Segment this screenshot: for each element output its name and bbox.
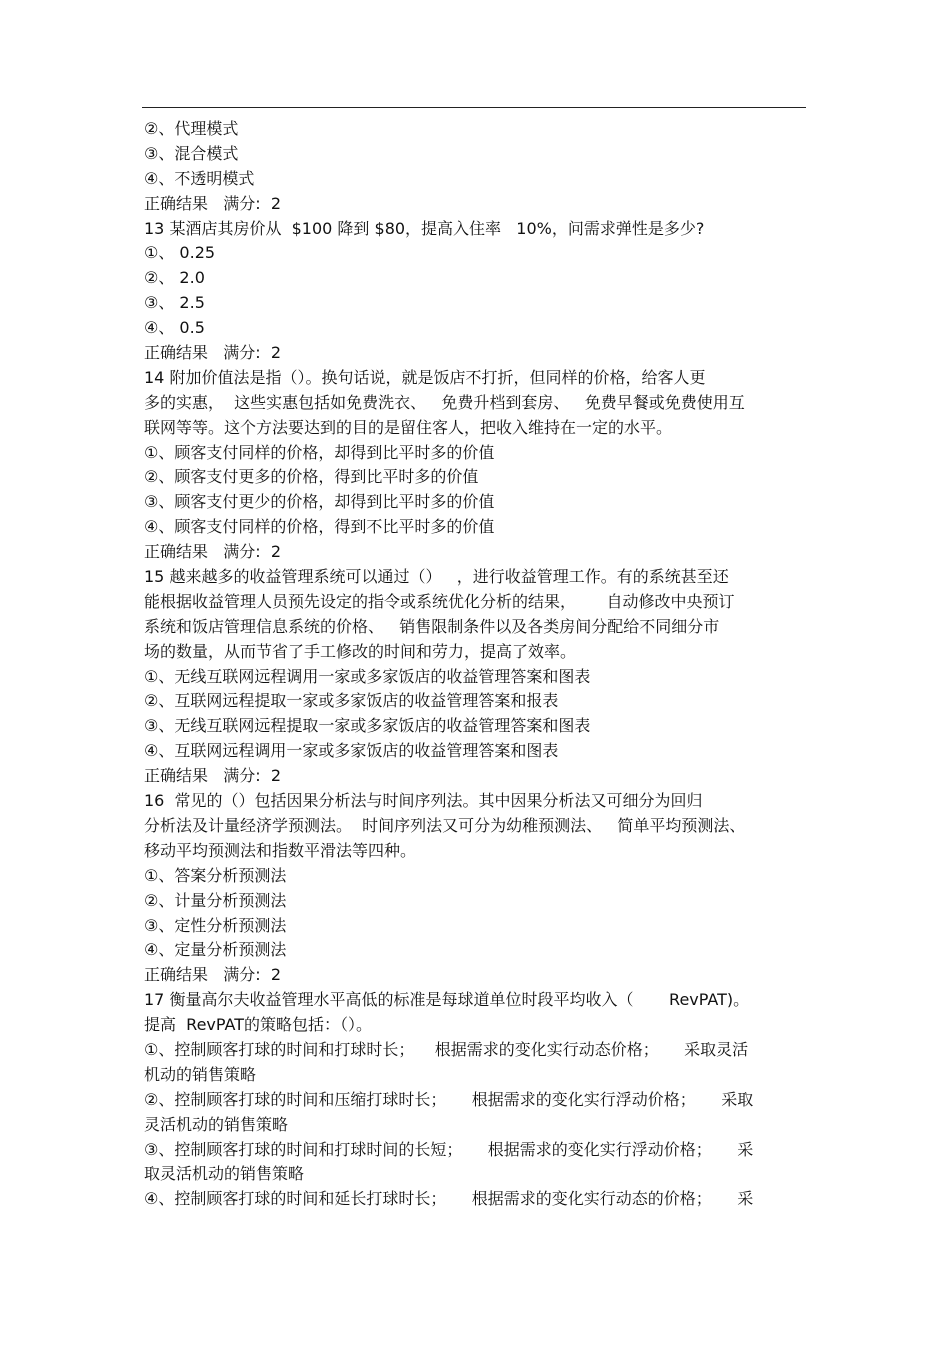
option-line: ②、代理模式	[144, 119, 239, 138]
question-line: 场的数量，从而节省了手工修改的时间和劳力，提高了效率。	[144, 641, 577, 661]
option-line: ④、顾客支付同样的价格，得到不比平时多的价值	[144, 517, 495, 537]
result-line: 正确结果 满分: 2	[144, 193, 282, 213]
option-line: ②、控制顾客打球的时间和压缩打球时长； 根据需求的变化实行浮动价格； 采取	[144, 1089, 754, 1109]
option-line: ③、顾客支付更少的价格，却得到比平时多的价值	[144, 492, 495, 512]
question-line: 能根据收益管理人员预先设定的指令或系统优化分析的结果， 自动修改中央预订	[144, 591, 735, 611]
option-line: ④、 0.5	[144, 318, 205, 338]
question-line: 多的实惠， 这些实惠包括如免费洗衣、 免费升档到套房、 免费早餐或免费使用互	[144, 392, 745, 412]
option-line: ①、无线互联网远程调用一家或多家饭店的收益管理答案和图表	[144, 666, 591, 686]
option-line: 机动的销售策略	[144, 1064, 257, 1084]
result-line: 正确结果 满分: 2	[144, 542, 282, 562]
option-line: ②、计量分析预测法	[144, 890, 287, 910]
option-line: ③、定性分析预测法	[144, 915, 287, 935]
document-body	[144, 117, 808, 1212]
option-line: ①、答案分析预测法	[144, 865, 287, 885]
question-line: 提高 RevPAT的策略包括：（）。	[144, 1015, 372, 1035]
option-line: ①、顾客支付同样的价格，却得到比平时多的价值	[144, 442, 495, 462]
question-line: 17 衡量高尔夫收益管理水平高低的标准是每球道单位时段平均收入（ RevPAT)。	[144, 990, 750, 1010]
option-line: ②、 2.0	[144, 268, 205, 288]
result-line: 正确结果 满分: 2	[144, 766, 282, 786]
option-line: ④、不透明模式	[144, 168, 255, 188]
option-line: 灵活机动的销售策略	[144, 1114, 289, 1134]
option-line: ③、混合模式	[144, 143, 239, 163]
result-line: 正确结果 满分: 2	[144, 343, 282, 363]
option-line: 取灵活机动的销售策略	[144, 1164, 305, 1184]
option-line: ②、互联网远程提取一家或多家饭店的收益管理答案和报表	[144, 691, 559, 711]
option-line: ②、顾客支付更多的价格，得到比平时多的价值	[144, 467, 479, 487]
option-line: ③、 2.5	[144, 293, 205, 313]
result-line: 正确结果 满分: 2	[144, 965, 282, 985]
question-line: 15 越来越多的收益管理系统可以通过（） ，进行收益管理工作。有的系统甚至还	[144, 567, 729, 587]
header-rule	[142, 107, 806, 108]
option-line: ③、无线互联网远程提取一家或多家饭店的收益管理答案和图表	[144, 716, 591, 736]
question-line: 联网等等。这个方法要达到的目的是留住客人，把收入维持在一定的水平。	[144, 417, 673, 437]
option-line: ③、控制顾客打球的时间和打球时间的长短； 根据需求的变化实行浮动价格； 采	[144, 1139, 754, 1159]
option-line: ④、定量分析预测法	[144, 940, 287, 960]
option-line: ①、 0.25	[144, 243, 216, 263]
question-line: 13 某酒店其房价从 $100 降到 $80，提高入住率 10%，问需求弹性是多少?	[144, 218, 705, 238]
question-line: 分析法及计量经济学预测法。 时间序列法又可分为幼稚预测法、 简单平均预测法、	[144, 815, 746, 835]
question-line: 移动平均预测法和指数平滑法等四种。	[144, 840, 417, 860]
option-line: ④、互联网远程调用一家或多家饭店的收益管理答案和图表	[144, 741, 559, 761]
question-line: 16 常见的（）包括因果分析法与时间序列法。其中因果分析法又可细分为回归	[144, 791, 703, 811]
question-line: 14 附加价值法是指（）。换句话说，就是饭店不打折，但同样的价格，给客人更	[144, 367, 706, 387]
option-line: ①、控制顾客打球的时间和打球时长； 根据需求的变化实行动态价格； 采取灵活	[144, 1039, 749, 1059]
option-line: ④、控制顾客打球的时间和延长打球时长； 根据需求的变化实行动态的价格； 采	[144, 1189, 754, 1209]
question-line: 系统和饭店管理信息系统的价格、 销售限制条件以及各类房间分配给不同细分市	[144, 616, 720, 636]
